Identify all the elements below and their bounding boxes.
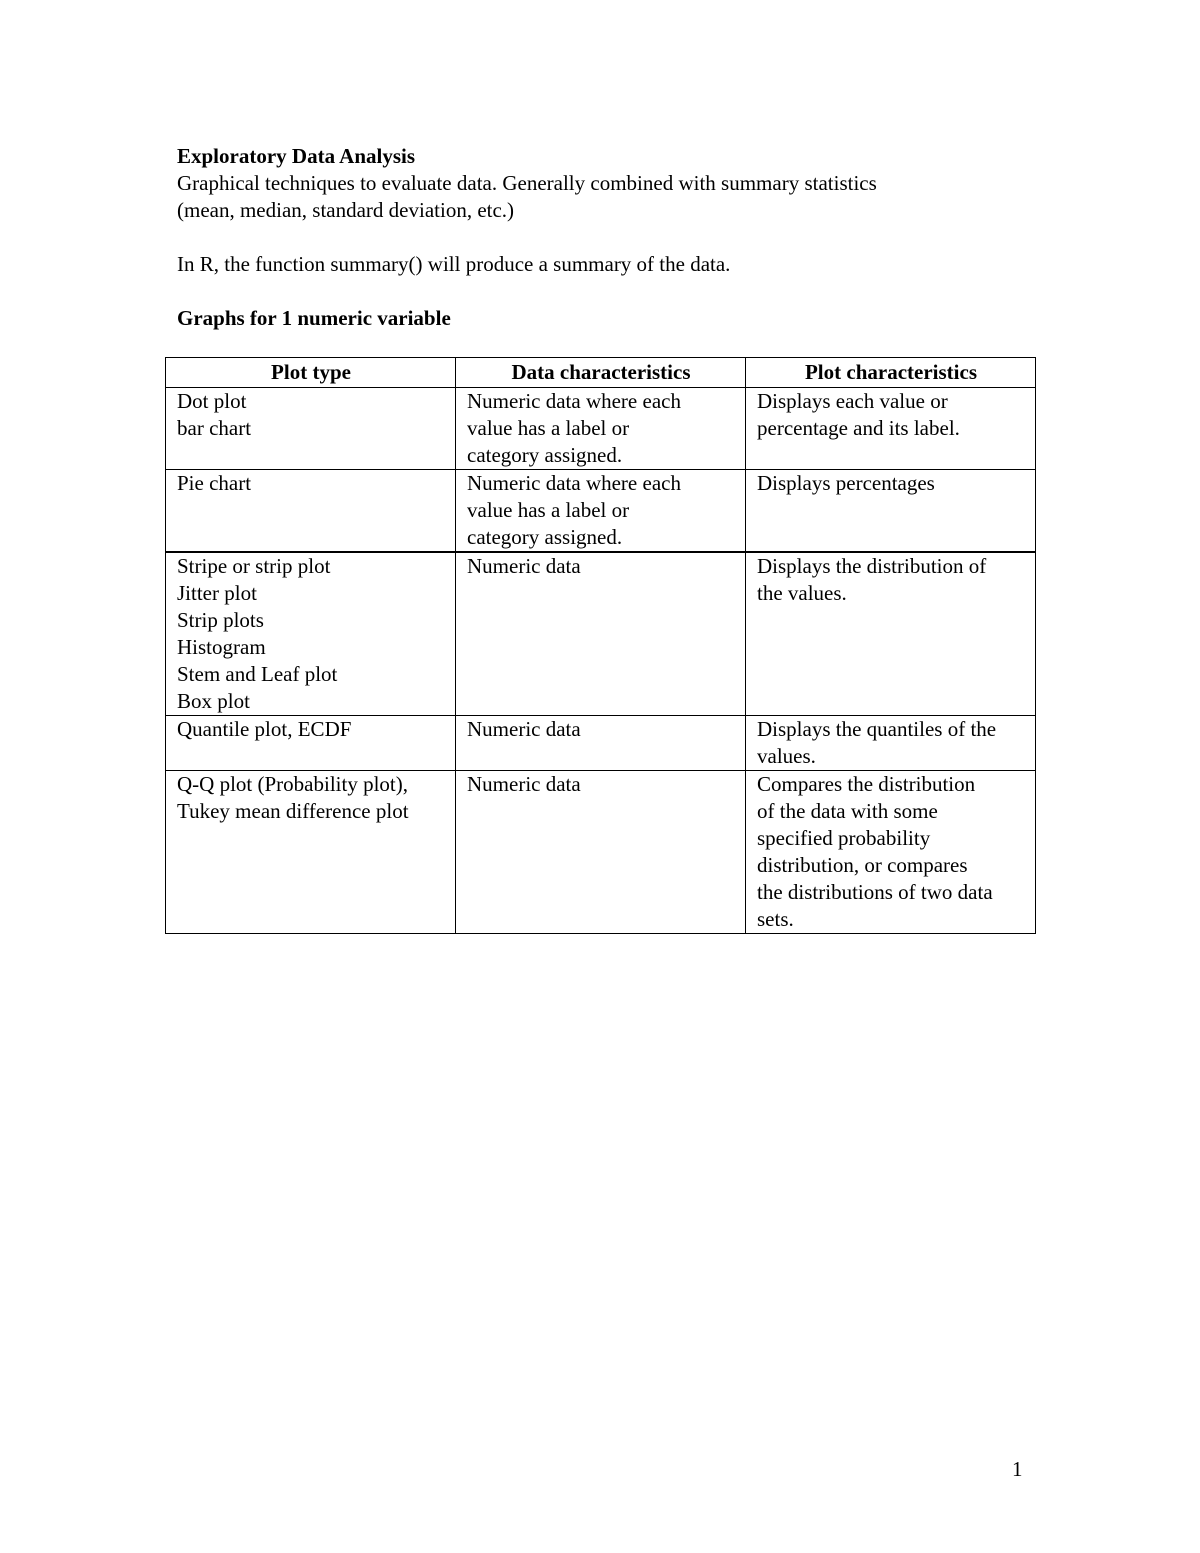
plot-types-table-container xyxy=(165,357,1035,934)
cell-data-characteristics: Numeric data xyxy=(456,716,746,771)
cell-data-characteristics: Numeric data where each value has a label or category assigned. xyxy=(456,470,746,553)
cell-plot-characteristics: Displays percentages xyxy=(746,470,1036,553)
cell-plot-type: Quantile plot, ECDF xyxy=(166,716,456,771)
document-body xyxy=(177,143,1037,332)
table-row xyxy=(166,771,1036,934)
cell-plot-characteristics: Displays the quantiles of the values. xyxy=(746,716,1036,771)
table-row xyxy=(166,552,1036,716)
r-summary-note: In R, the function summary() will produce a summary of the data. xyxy=(177,252,731,276)
intro-line-2: (mean, median, standard deviation, etc.) xyxy=(177,198,515,222)
cell-data-characteristics: Numeric data xyxy=(456,771,746,934)
cell-plot-type: Q-Q plot (Probability plot), Tukey mean difference plot xyxy=(166,771,456,934)
spacer xyxy=(177,224,1037,251)
column-header-plot-type: Plot type xyxy=(166,358,456,388)
page-number: 1 xyxy=(1012,1457,1023,1481)
column-header-data-characteristics: Data characteristics xyxy=(456,358,746,388)
cell-plot-characteristics: Displays the distribution of the values. xyxy=(746,552,1036,716)
cell-plot-characteristics: Compares the distribution of the data with some specified probability distribution, or compares the distributions of two data sets. xyxy=(746,771,1036,934)
plot-types-table xyxy=(165,357,1036,934)
table-row xyxy=(166,470,1036,553)
table-header-row xyxy=(166,358,1036,388)
cell-plot-type: Stripe or strip plot Jitter plot Strip plots Histogram Stem and Leaf plot Box plot xyxy=(166,552,456,716)
spacer xyxy=(177,278,1037,305)
cell-plot-characteristics: Displays each value or percentage and its label. xyxy=(746,388,1036,470)
section-heading: Graphs for 1 numeric variable xyxy=(177,306,451,330)
cell-data-characteristics: Numeric data where each value has a label or category assigned. xyxy=(456,388,746,470)
cell-data-characteristics: Numeric data xyxy=(456,552,746,716)
table-row xyxy=(166,388,1036,470)
intro-line-1: Graphical techniques to evaluate data. Generally combined with summary statistics xyxy=(177,171,877,195)
table-row xyxy=(166,716,1036,771)
column-header-plot-characteristics: Plot characteristics xyxy=(746,358,1036,388)
cell-plot-type: Pie chart xyxy=(166,470,456,553)
document-title: Exploratory Data Analysis xyxy=(177,144,416,168)
cell-plot-type: Dot plot bar chart xyxy=(166,388,456,470)
